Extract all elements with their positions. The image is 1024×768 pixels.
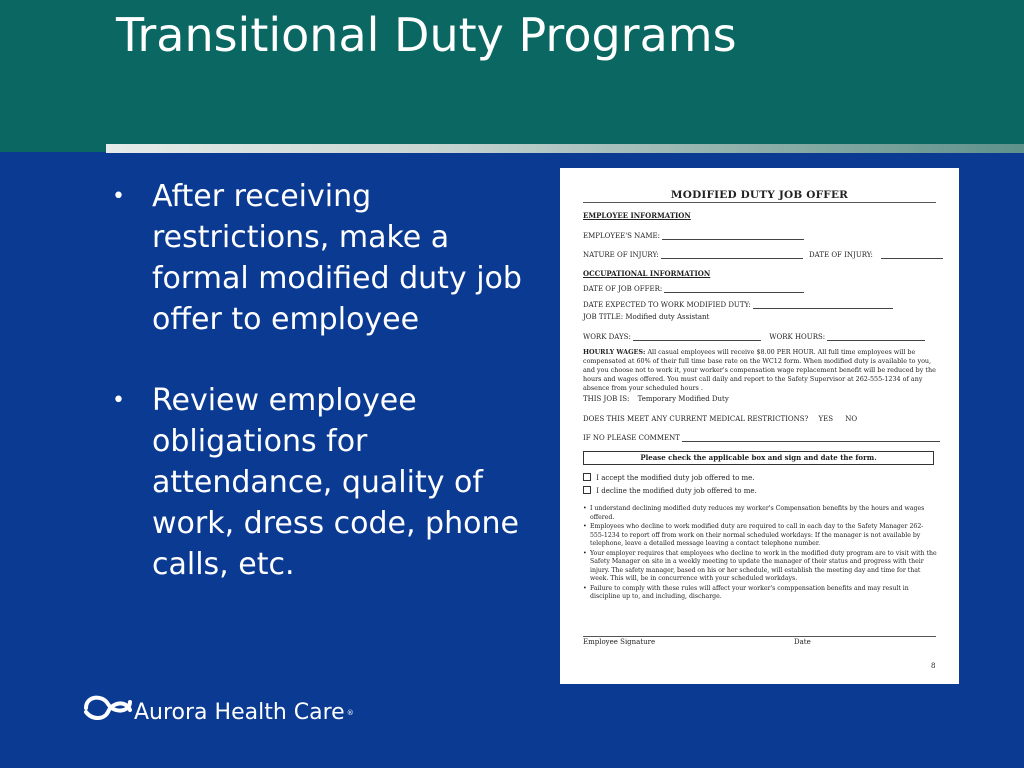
decline-row	[583, 486, 757, 495]
title-divider	[106, 144, 1024, 153]
this-job-is-row	[583, 395, 729, 403]
date-of-job-offer-line	[664, 285, 804, 293]
restrictions-row	[583, 415, 857, 423]
rule-item: • Failure to comply with these rules will affect your worker's comppensation benefits and may result in discipline up to, and including, discharge.	[583, 585, 937, 602]
bullet-text: After receiving restrictions, make a formal modified duty job offer to employee	[152, 179, 522, 337]
signature-label: Employee Signature	[583, 638, 656, 646]
date-of-injury-label: DATE OF INJURY:	[809, 251, 873, 259]
rule-item: • Employees who decline to work modified duty are required to call in each day to the Safety Manager 262-555-1234 to report off from work on their normal scheduled workdays: If the manager is not available by telephone, leave a detailed message leaving a contact telephone number.	[583, 523, 937, 549]
aurora-logo	[82, 688, 382, 732]
date-expected-label: DATE EXPECTED TO WORK MODIFIED DUTY:	[583, 301, 751, 309]
hourly-wages-paragraph	[583, 348, 937, 393]
form-title-rule	[583, 202, 936, 203]
work-days-line	[633, 333, 761, 341]
bullet-text: Review employee obligations for attendance, quality of work, dress code, phone calls, etc.	[152, 383, 519, 582]
decline-option-label: I decline the modified duty job offered to me.	[596, 487, 757, 495]
nature-of-injury-line	[661, 251, 803, 259]
date-of-injury-line	[881, 251, 943, 259]
employee-section-heading: EMPLOYEE INFORMATION	[583, 211, 691, 220]
page-number: 8	[931, 662, 936, 670]
accept-option-label: I accept the modified duty job offered to me.	[596, 474, 755, 482]
hourly-wages-text: All casual employees will receive $8.00 PER HOUR. All full time employees will be compensated at 60% of their full time base rate on the WC12 form. When modified duty is available to you, and you choose not to work it, your worker's compensation wage replacement benefit will be reduced by the hours and wages offered. You must call daily and report to the Safety Supervisor at 262-555-1234 of any absence from your scheduled hours .	[583, 348, 936, 392]
bullet-list	[112, 176, 532, 625]
bullet-item	[112, 176, 532, 340]
work-days-row	[583, 333, 925, 341]
yes-option: YES	[818, 415, 834, 423]
aurora-swoosh-icon	[82, 690, 134, 724]
job-title: JOB TITLE: Modified duty Assistant	[583, 313, 710, 321]
employee-name-label: EMPLOYEE'S NAME:	[583, 232, 660, 240]
if-no-comment-label: IF NO PLEASE COMMENT	[583, 434, 680, 442]
bullet-dot: •	[112, 184, 125, 209]
no-option: NO	[845, 415, 858, 423]
date-expected-row	[583, 301, 893, 309]
hourly-wages-label: HOURLY WAGES:	[583, 348, 646, 356]
form-title: MODIFIED DUTY JOB OFFER	[670, 189, 849, 201]
nature-of-injury-label: NATURE OF INJURY:	[583, 251, 659, 259]
comment-row	[583, 434, 940, 442]
rules-list	[583, 505, 937, 603]
job-offer-date-row	[583, 285, 804, 293]
work-hours-label: WORK HOURS:	[769, 333, 826, 341]
accept-row	[583, 473, 755, 482]
employee-name-line	[662, 232, 804, 240]
work-days-label: WORK DAYS:	[583, 333, 631, 341]
date-expected-line	[753, 301, 893, 309]
rule-item: • Your employer requires that employees who decline to work in the modified duty program are to visit with the Safety Manager on site in a weekly meeting to update the manager of their status and progress with their injury. The safety manager, based on his or her schedule, will establish the meeting day and time for that week. This will, be in concurrence with your scheduled workdays.	[583, 550, 937, 584]
signature-line	[583, 636, 936, 637]
work-hours-line	[827, 333, 925, 341]
employee-name-row	[583, 232, 804, 240]
decline-checkbox	[583, 486, 591, 494]
rule-item: • I understand declining modified duty reduces my worker's Compensation benefits by the hours and wages offered.	[583, 505, 937, 522]
date-of-job-offer-label: DATE OF JOB OFFER:	[583, 285, 663, 293]
date-label: Date	[794, 638, 811, 646]
occupational-section-heading: OCCUPATIONAL INFORMATION	[583, 269, 711, 278]
aurora-logo-text	[134, 700, 354, 725]
instruction-box: Please check the applicable box and sign and date the form.	[583, 451, 934, 465]
bullet-dot: •	[112, 388, 125, 413]
job-offer-form-image	[560, 168, 959, 684]
registered-mark: ®	[346, 709, 354, 717]
aurora-logo-name: Aurora Health Care	[134, 700, 345, 725]
accept-checkbox	[583, 473, 591, 481]
comment-line	[682, 434, 940, 442]
this-job-is-value: Temporary Modified Duty	[637, 395, 729, 403]
injury-row	[583, 251, 943, 259]
slide-title: Transitional Duty Programs	[116, 8, 737, 62]
this-job-is-label: THIS JOB IS:	[583, 395, 630, 403]
restrictions-question: DOES THIS MEET ANY CURRENT MEDICAL RESTRICTIONS?	[583, 415, 809, 423]
bullet-item	[112, 380, 532, 585]
